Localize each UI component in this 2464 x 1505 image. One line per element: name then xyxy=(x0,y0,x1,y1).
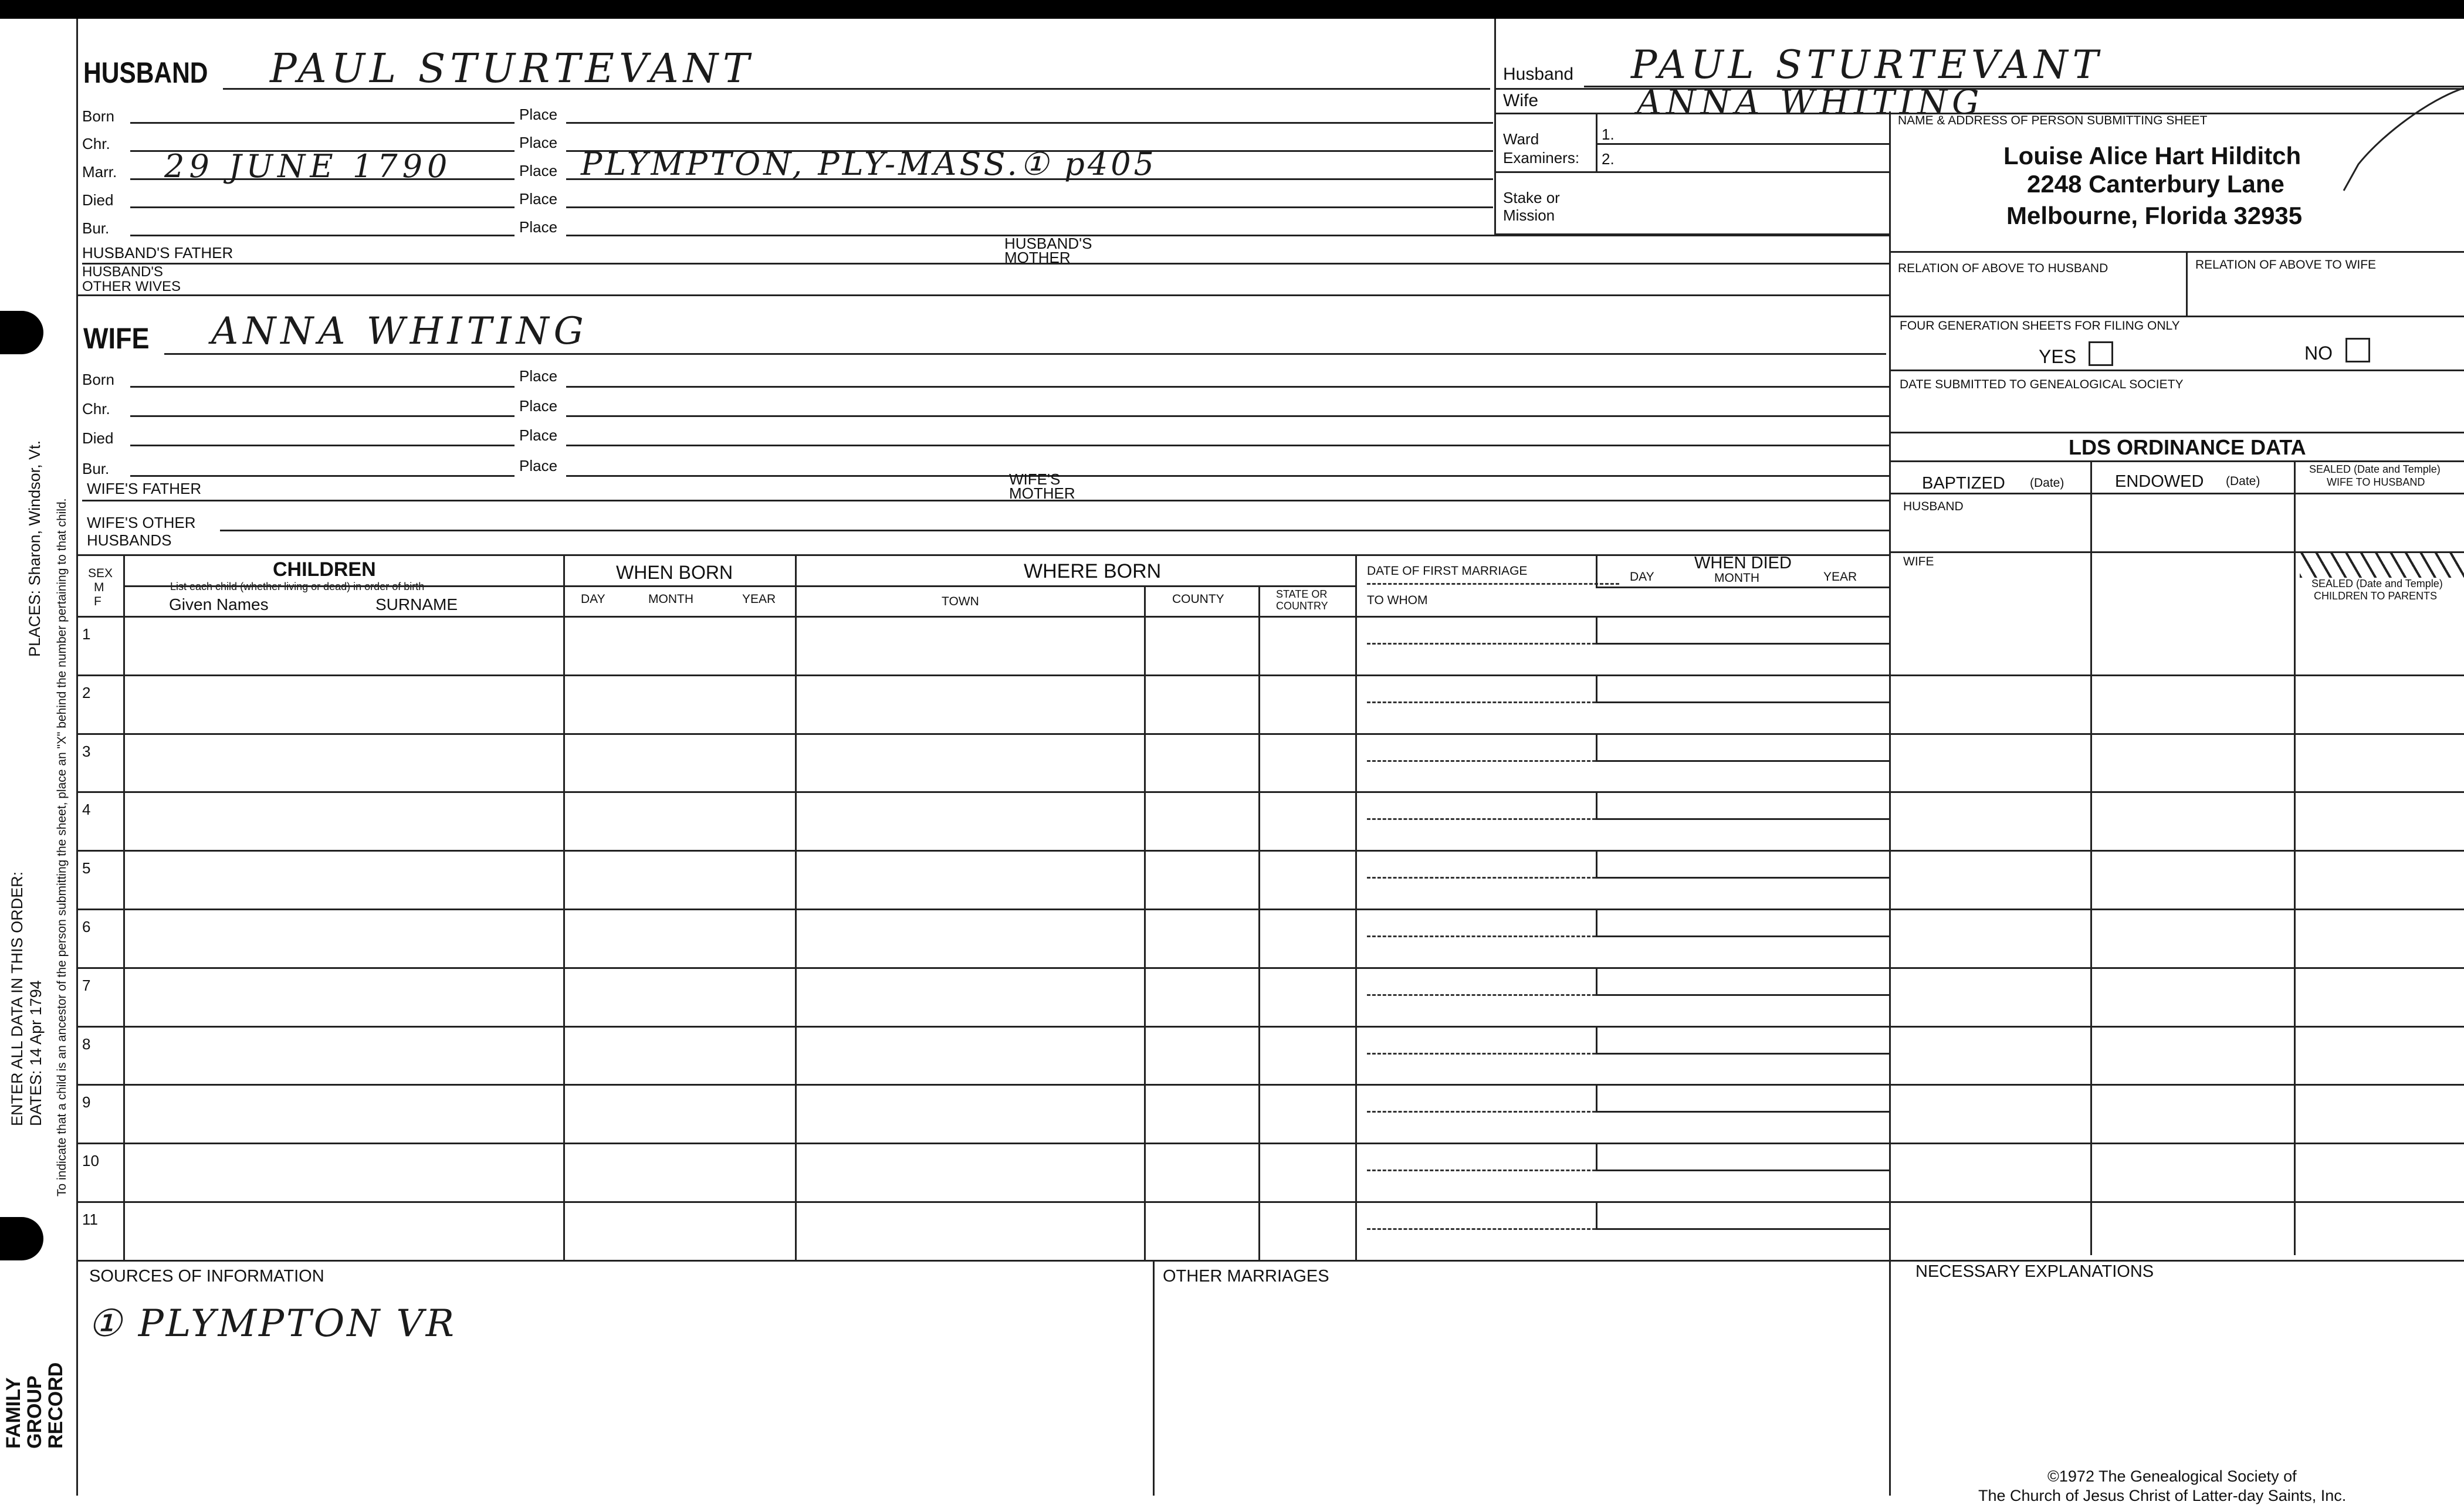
child-marriage-dash xyxy=(1367,760,1596,762)
copyright-line-2: The Church of Jesus Christ of Latter-day Saints, Inc. xyxy=(1978,1487,2347,1504)
sources-value: ① PLYMPTON VR xyxy=(88,1302,456,1345)
lds-endowed-date-tag: (Date) xyxy=(2226,474,2260,488)
child-row-line xyxy=(76,1201,2464,1203)
col-when-died: WHEN DIED xyxy=(1694,554,1792,572)
date-submitted-label: DATE SUBMITTED TO GENEALOGICAL SOCIETY xyxy=(1900,378,2184,391)
child-marriage-dash xyxy=(1367,1111,1596,1113)
lds-baptized-label: BAPTIZED xyxy=(1922,474,2005,493)
lds-col-divider-1 xyxy=(2090,460,2092,1255)
child-row-number: 9 xyxy=(82,1093,91,1111)
husband-marriage-place: PLYMPTON, PLY-MASS.① p405 xyxy=(581,145,1157,182)
lds-sealed-children-2: CHILDREN TO PARENTS xyxy=(2314,590,2438,602)
husband-born-place-line xyxy=(566,122,1493,124)
husband-chr-label: Chr. xyxy=(82,135,110,152)
husband-died-label: Died xyxy=(82,191,114,209)
wife-other-husbands-label-2: HUSBANDS xyxy=(87,531,172,549)
relation-divider xyxy=(2186,251,2188,316)
child-died-bracket xyxy=(1596,674,1597,701)
when-died-divider xyxy=(1596,554,1597,587)
table-subheader-line-mid xyxy=(563,585,1355,587)
col-born-year: YEAR xyxy=(742,592,776,606)
submitter-city: Melbourne, Florida 32935 xyxy=(2006,202,2303,229)
husband-mother-label-1: HUSBAND'S xyxy=(1004,235,1092,252)
wife-name-line xyxy=(164,353,1886,355)
child-row-line xyxy=(76,850,2464,852)
lds-sealed-children-1: SEALED (Date and Temple) xyxy=(2311,578,2443,589)
header-wife-label: Wife xyxy=(1503,91,1538,110)
wife-father-line xyxy=(82,500,1889,501)
col-divider-sex xyxy=(123,554,125,1261)
form-mid-divider xyxy=(1494,19,1496,236)
child-died-bracket xyxy=(1596,1143,1597,1170)
husband-bur-place-label: Place xyxy=(519,218,558,236)
husband-mother-label-2: MOTHER xyxy=(1004,249,1071,266)
child-row-number: 6 xyxy=(82,918,91,935)
lds-sealed-label-1: SEALED (Date and Temple) xyxy=(2309,463,2441,475)
col-died-year: YEAR xyxy=(1823,570,1857,584)
child-died-line xyxy=(1596,818,1889,820)
wife-died-place-line xyxy=(566,445,1889,446)
husband-marr-place-label: Place xyxy=(519,162,558,179)
child-row-number: 1 xyxy=(82,625,91,643)
wife-mother-label-1: WIFE'S xyxy=(1009,470,1061,488)
binder-hole-mark-bottom xyxy=(0,1217,43,1260)
wife-born-place-label: Place xyxy=(519,367,558,385)
child-row-line xyxy=(76,909,2464,910)
col-children-note: List each child (whether living or dead) in order of birth xyxy=(170,581,425,592)
col-sex-label: SEX xyxy=(88,567,113,580)
child-died-bracket xyxy=(1596,967,1597,994)
wife-born-label: Born xyxy=(82,371,114,388)
table-header-bottom-line xyxy=(76,616,1889,618)
wife-other-husbands-label-1: WIFE'S OTHER xyxy=(87,514,196,531)
lds-header-line xyxy=(1889,493,2464,494)
col-divider-town xyxy=(1144,585,1146,1261)
child-row-line xyxy=(76,967,2464,969)
child-died-line xyxy=(1596,760,1889,762)
submitter-heading: NAME & ADDRESS OF PERSON SUBMITTING SHEET xyxy=(1898,114,2208,127)
child-died-bracket xyxy=(1596,791,1597,818)
submitter-corner-stroke xyxy=(2288,82,2464,194)
col-born-day: DAY xyxy=(581,592,605,606)
husband-father-line xyxy=(82,263,1889,265)
child-row-line xyxy=(76,733,2464,735)
wife-name: ANNA WHITING xyxy=(211,310,588,353)
child-marriage-dash xyxy=(1367,643,1596,645)
four-gen-no-label: NO xyxy=(2304,343,2333,364)
col-divider-children xyxy=(563,554,565,1261)
record-title-3: RECORD xyxy=(45,1362,67,1449)
child-row-number: 7 xyxy=(82,976,91,994)
col-sex-f: F xyxy=(94,595,101,608)
child-died-bracket xyxy=(1596,616,1597,643)
stake-label-2: Mission xyxy=(1503,206,1555,224)
wife-father-label: WIFE'S FATHER xyxy=(87,480,202,497)
binder-hole-mark-top xyxy=(0,311,43,354)
husband-father-label: HUSBAND'S FATHER xyxy=(82,244,233,262)
stake-bottom-line xyxy=(1494,233,1889,235)
record-title-1: FAMILY xyxy=(2,1377,25,1449)
husband-born-place-label: Place xyxy=(519,106,558,123)
child-died-line xyxy=(1596,1111,1889,1113)
dates-instruction: DATES: 14 Apr 1794 xyxy=(27,980,45,1126)
husband-name: PAUL STURTEVANT xyxy=(270,46,754,92)
lds-col-divider-2 xyxy=(2294,460,2296,1255)
col-born-month: MONTH xyxy=(648,592,693,606)
wife-chr-label: Chr. xyxy=(82,400,110,418)
child-died-bracket xyxy=(1596,1026,1597,1053)
husband-marriage-date: 29 JUNE 1790 xyxy=(164,148,452,185)
child-row-line xyxy=(76,674,2464,676)
footer-divider xyxy=(1153,1260,1155,1496)
four-gen-label: FOUR GENERATION SHEETS FOR FILING ONLY xyxy=(1900,319,2180,333)
child-died-line xyxy=(1596,701,1889,703)
table-subheader-line-died xyxy=(1596,587,1889,588)
child-died-bracket xyxy=(1596,1201,1597,1228)
husband-label: HUSBAND xyxy=(83,56,208,89)
child-row-number: 2 xyxy=(82,683,91,701)
ward-bottom-line xyxy=(1494,171,1889,173)
four-gen-yes-label: YES xyxy=(2039,346,2077,367)
col-surname: SURNAME xyxy=(375,595,458,613)
child-died-line xyxy=(1596,994,1889,996)
ward-label-1: Ward xyxy=(1503,130,1539,148)
child-died-line xyxy=(1596,1228,1889,1230)
husband-died-place-label: Place xyxy=(519,190,558,208)
husband-born-label: Born xyxy=(82,107,114,125)
lds-sealed-label-2: WIFE TO HUSBAND xyxy=(2327,476,2425,488)
col-state-1: STATE OR xyxy=(1276,588,1328,600)
wife-chr-place-line xyxy=(566,415,1889,417)
sources-label: SOURCES OF INFORMATION xyxy=(89,1267,324,1286)
child-died-bracket xyxy=(1596,1084,1597,1111)
ancestor-instruction: To indicate that a child is an ancestor of the person submitting the sheet, place an "X" behind the number pertaining to that child. xyxy=(55,498,69,1196)
col-died-day: DAY xyxy=(1630,570,1654,584)
lds-wife-row-label: WIFE xyxy=(1903,555,1934,568)
wife-mother-label-2: MOTHER xyxy=(1009,484,1075,502)
child-marriage-dash xyxy=(1367,1170,1596,1171)
enter-data-instruction: ENTER ALL DATA IN THIS ORDER: xyxy=(8,871,26,1126)
husband-bur-label: Bur. xyxy=(82,219,110,237)
examiner-1: 1. xyxy=(1602,126,1615,143)
form-right-divider xyxy=(1889,111,1891,1496)
child-died-line xyxy=(1596,1053,1889,1055)
relation-husband-label: RELATION OF ABOVE TO HUSBAND xyxy=(1898,262,2108,275)
husband-died-place-line xyxy=(566,206,1493,208)
col-to-whom: TO WHOM xyxy=(1367,594,1428,607)
wife-bur-place-line xyxy=(566,475,1889,477)
header-husband-value: PAUL STURTEVANT xyxy=(1631,42,2103,87)
scan-top-border xyxy=(0,0,2464,19)
husband-died-date-line xyxy=(130,206,515,208)
ward-divider xyxy=(1596,113,1597,171)
submitter-name: Louise Alice Hart Hilditch xyxy=(2003,142,2301,170)
lds-title-line xyxy=(1889,460,2464,462)
lds-hatched-cell xyxy=(2300,551,2464,578)
col-divider-state xyxy=(1355,554,1357,1261)
submitter-bottom-line xyxy=(1889,251,2464,253)
lds-husband-row-label: HUSBAND xyxy=(1903,500,1964,513)
wife-died-date-line xyxy=(130,445,515,446)
table-bottom-line xyxy=(76,1260,2464,1262)
stake-label-1: Stake or xyxy=(1503,189,1560,206)
form-left-border xyxy=(76,19,78,1496)
examiner-2: 2. xyxy=(1602,150,1615,168)
col-first-marriage: DATE OF FIRST MARRIAGE xyxy=(1367,564,1528,578)
col-state-2: COUNTRY xyxy=(1276,600,1328,612)
child-row-number: 4 xyxy=(82,801,91,819)
date-submitted-bottom-line xyxy=(1889,432,2464,433)
child-died-line xyxy=(1596,643,1889,645)
child-marriage-dash xyxy=(1367,1228,1596,1230)
child-died-bracket xyxy=(1596,909,1597,935)
husband-marr-label: Marr. xyxy=(82,163,117,181)
col-divider-whenborn xyxy=(795,554,797,1261)
col-where-born: WHERE BORN xyxy=(1024,560,1162,582)
wife-born-place-line xyxy=(566,386,1889,388)
four-gen-bottom-line xyxy=(1889,370,2464,371)
lds-baptized-date-tag: (Date) xyxy=(2030,476,2064,490)
child-row-line xyxy=(76,1084,2464,1086)
examiner-1-line xyxy=(1596,143,1889,145)
child-row-number: 10 xyxy=(82,1152,99,1170)
child-marriage-dash xyxy=(1367,818,1596,820)
places-instruction: PLACES: Sharon, Windsor, Vt. xyxy=(26,440,43,657)
child-row-line xyxy=(76,791,2464,793)
header-husband-label: Husband xyxy=(1503,65,1574,84)
first-marriage-dash xyxy=(1367,583,1619,585)
explanations-label: NECESSARY EXPLANATIONS xyxy=(1915,1262,2154,1281)
relation-bottom-line xyxy=(1889,316,2464,317)
wife-died-label: Died xyxy=(82,429,114,447)
child-died-line xyxy=(1596,877,1889,879)
child-marriage-dash xyxy=(1367,877,1596,879)
lds-title: LDS ORDINANCE DATA xyxy=(2069,435,2306,459)
husband-chr-place-label: Place xyxy=(519,134,558,151)
child-died-line xyxy=(1596,1170,1889,1171)
child-marriage-dash xyxy=(1367,994,1596,996)
husband-other-wives-label-2: OTHER WIVES xyxy=(82,279,181,294)
child-marriage-dash xyxy=(1367,1053,1596,1055)
child-row-number: 11 xyxy=(82,1211,98,1228)
wife-section-divider xyxy=(76,554,1889,556)
husband-section-divider xyxy=(76,294,1889,296)
child-marriage-dash xyxy=(1367,935,1596,937)
husband-born-date-line xyxy=(130,122,515,124)
husband-bur-date-line xyxy=(130,235,515,236)
col-divider-county xyxy=(1258,585,1260,1261)
wife-chr-date-line xyxy=(130,415,515,417)
wife-bur-label: Bur. xyxy=(82,460,110,477)
header-wife-value: ANNA WHITING xyxy=(1637,82,1984,122)
col-sex-m: M xyxy=(94,581,104,594)
four-gen-no-checkbox[interactable] xyxy=(2345,338,2370,362)
wife-label: WIFE xyxy=(83,322,150,355)
four-gen-yes-checkbox[interactable] xyxy=(2089,341,2113,366)
child-died-bracket xyxy=(1596,733,1597,760)
wife-chr-place-label: Place xyxy=(519,397,558,415)
wife-bur-date-line xyxy=(130,475,515,477)
child-died-line xyxy=(1596,935,1889,937)
child-marriage-dash xyxy=(1367,701,1596,703)
child-died-bracket xyxy=(1596,850,1597,877)
col-when-born: WHEN BORN xyxy=(616,562,733,583)
relation-wife-label: RELATION OF ABOVE TO WIFE xyxy=(2195,258,2377,272)
wife-bur-place-label: Place xyxy=(519,457,558,474)
child-row-number: 5 xyxy=(82,859,91,877)
submitter-street: 2248 Canterbury Lane xyxy=(2027,170,2284,198)
copyright-line-1: ©1972 The Genealogical Society of xyxy=(2047,1467,2297,1485)
lds-endowed-label: ENDOWED xyxy=(2115,472,2204,491)
wife-born-date-line xyxy=(130,386,515,388)
wife-other-husbands-line xyxy=(220,530,1889,531)
col-town: TOWN xyxy=(942,595,979,608)
wife-died-place-label: Place xyxy=(519,426,558,444)
col-given-names: Given Names xyxy=(169,595,269,613)
other-marriages-label: OTHER MARRIAGES xyxy=(1163,1267,1329,1286)
child-row-number: 8 xyxy=(82,1035,91,1053)
col-county: COUNTY xyxy=(1172,592,1224,606)
ward-label-2: Examiners: xyxy=(1503,149,1580,167)
husband-other-wives-label-1: HUSBAND'S xyxy=(82,264,163,280)
child-row-line xyxy=(76,1143,2464,1144)
record-title-2: GROUP xyxy=(23,1375,46,1449)
child-row-number: 3 xyxy=(82,742,91,760)
child-row-line xyxy=(76,1026,2464,1028)
col-died-month: MONTH xyxy=(1714,571,1759,585)
col-children-label: CHILDREN xyxy=(273,558,376,581)
